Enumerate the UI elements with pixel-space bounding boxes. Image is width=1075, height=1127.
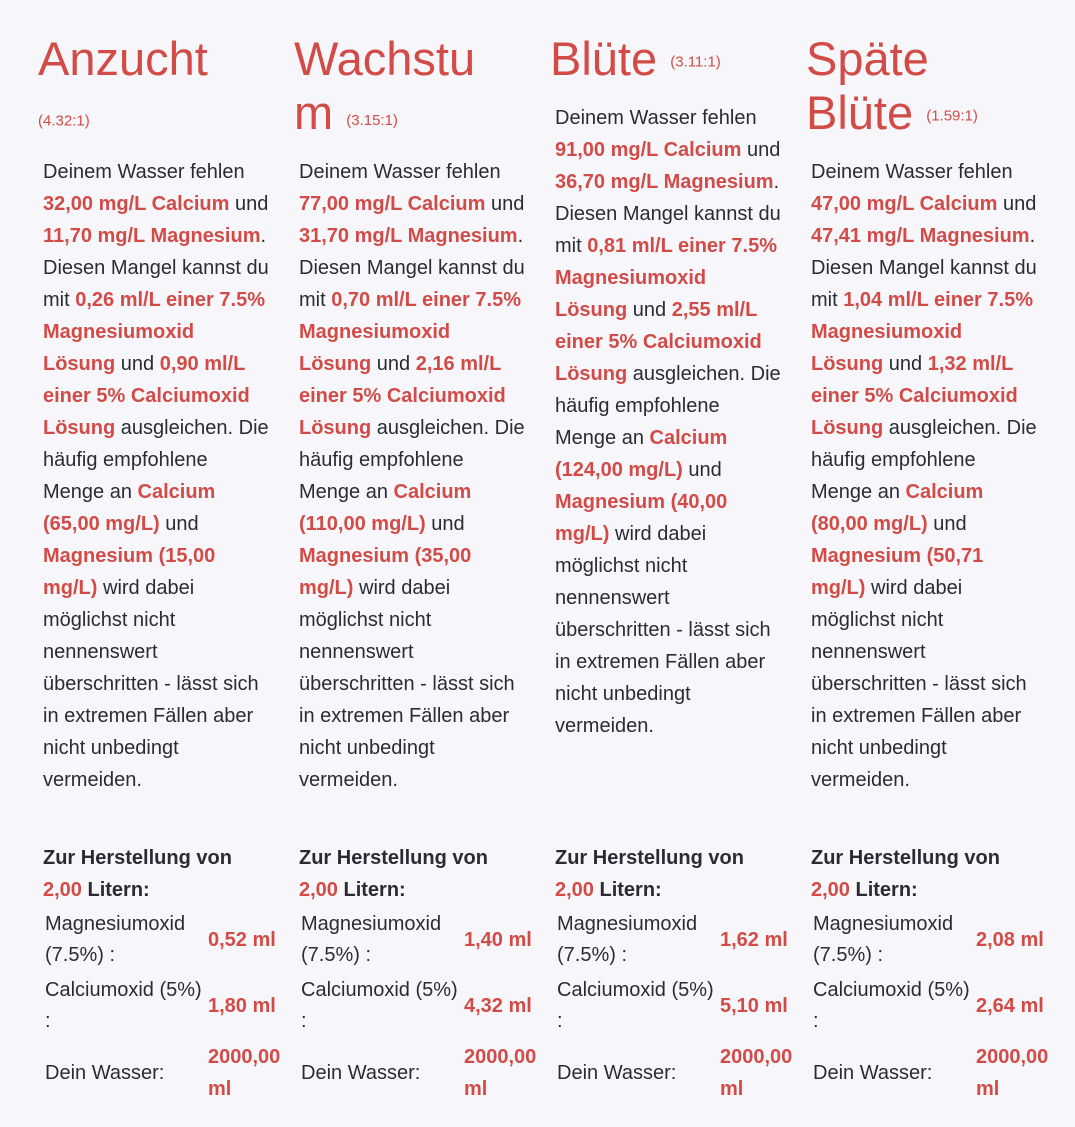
dose-magnesium: 0,26 ml/L einer 7.5% Magnesiumoxid Lösung [43,289,265,375]
ratio-text: (1.59:1) [926,107,978,125]
desc-and: und [376,353,411,375]
desc-balance: ausgleichen. [888,417,1002,439]
desc-recommended: Die häufig empfohlene Menge an [299,417,525,503]
desc-not-exceeded: wird dabei möglichst nicht nennenswert überschritten - lässt sich in extremen Fällen aber nicht unbedingt vermeiden. [299,577,515,791]
prod-head-a: Zur Herstellung von [555,847,744,869]
desc-balance: ausgleichen. [376,417,490,439]
value-magnesiumoxid: 0,52 ml [208,929,276,951]
phase-title [38,32,278,86]
desc-and: und [632,299,667,321]
desc-not-exceeded: wird dabei möglichst nicht nennenswert überschritten - lässt sich in extremen Fällen aber nicht unbedingt vermeiden. [43,577,259,791]
desc-and: und [888,353,923,375]
desc-and: und [746,139,781,161]
desc-can-fix: Diesen Mangel kannst du mit [299,257,525,311]
label-water: Dein Wasser: [557,1062,677,1084]
missing-magnesium: 36,70 mg/L Magnesium [555,171,774,193]
phase-title [806,32,1036,144]
label-water: Dein Wasser: [813,1062,933,1084]
desc-lacks: Deinem Wasser fehlen [811,161,1013,183]
value-calciumoxid: 1,80 ml [208,995,276,1017]
liters-value: 2,00 [299,879,338,901]
label-magnesiumoxid: Magnesiumoxid (7.5%) : [557,913,698,966]
ratio-text: (3.11:1) [670,53,721,71]
label-calciumoxid: Calciumoxid (5%) : [813,979,970,1032]
recommended-magnesium: Magnesium (15,00 mg/L) [43,545,216,599]
dose-calcium: 2,55 ml/L einer 5% Calciumoxid Lösung [555,299,762,385]
missing-magnesium: 47,41 mg/L Magnesium [811,225,1030,247]
phase-title [294,32,489,152]
missing-calcium: 77,00 mg/L Calcium [299,193,486,215]
dose-magnesium: 1,04 ml/L einer 7.5% Magnesiumoxid Lösung [811,289,1033,375]
dose-calcium: 2,16 ml/L einer 5% Calciumoxid Lösung [299,353,506,439]
value-calciumoxid: 5,10 ml [720,995,788,1017]
production-header [43,842,293,906]
desc-balance: ausgleichen. [120,417,234,439]
recommended-calcium: Calcium (110,00 mg/L) [299,481,472,535]
value-water: 2000,00 ml [464,1046,537,1100]
desc-balance: ausgleichen. [632,363,746,385]
prod-head-b: Litern: [599,879,662,901]
missing-calcium: 32,00 mg/L Calcium [43,193,230,215]
value-water: 2000,00 ml [976,1046,1049,1100]
liters-value: 2,00 [811,879,850,901]
value-water: 2000,00 ml [208,1046,281,1100]
recommended-magnesium: Magnesium (50,71 mg/L) [811,545,984,599]
desc-and: und [234,193,269,215]
desc-can-fix: Diesen Mangel kannst du mit [43,257,269,311]
value-calciumoxid: 2,64 ml [976,995,1044,1017]
dose-magnesium: 0,70 ml/L einer 7.5% Magnesiumoxid Lösung [299,289,521,375]
ratio-text: (3.15:1) [346,112,398,129]
phase-title-text: Späte Blüte [806,32,929,139]
label-water: Dein Wasser: [301,1062,421,1084]
label-magnesiumoxid: Magnesiumoxid (7.5%) : [813,913,954,966]
value-water: 2000,00 ml [720,1046,793,1100]
desc-can-fix: Diesen Mangel kannst du mit [811,257,1037,311]
desc-and: und [688,459,722,481]
phase-title-text: Wachstum [294,32,476,139]
desc-recommended: Die häufig empfohlene Menge an [43,417,269,503]
label-water: Dein Wasser: [45,1062,165,1084]
recommended-calcium: Calcium (124,00 mg/L) [555,427,728,481]
desc-and: und [431,513,465,535]
desc-lacks: Deinem Wasser fehlen [43,161,245,183]
phase-title-text: Blüte [550,32,658,85]
desc-and: und [933,513,967,535]
desc-and: und [120,353,155,375]
missing-calcium: 47,00 mg/L Calcium [811,193,998,215]
phase-ratio [38,112,90,130]
prod-head-b: Litern: [87,879,150,901]
desc-can-fix: Diesen Mangel kannst du mit [555,203,781,257]
prod-head-a: Zur Herstellung von [299,847,488,869]
liters-value: 2,00 [43,879,82,901]
label-calciumoxid: Calciumoxid (5%) : [45,979,202,1032]
label-magnesiumoxid: Magnesiumoxid (7.5%) : [301,913,442,966]
desc-and: und [1002,193,1037,215]
desc-recommended: Die häufig empfohlene Menge an [811,417,1037,503]
prod-head-a: Zur Herstellung von [811,847,1000,869]
value-magnesiumoxid: 1,40 ml [464,929,532,951]
ratio-text: (4.32:1) [38,112,90,130]
desc-lacks: Deinem Wasser fehlen [555,107,757,129]
prod-head-b: Litern: [343,879,406,901]
recommended-magnesium: Magnesium (35,00 mg/L) [299,545,472,599]
recommended-calcium: Calcium (80,00 mg/L) [811,481,984,535]
phase-description: Deinem Wasser fehlen 91,00 mg/L Calcium und 36,70 mg/L Magnesium. Diesen Mangel kannst du mit 0,81 ml/L einer 7.5% Magnesiumoxid Lösung und 2,55 ml/L einer 5% Calciumoxid Lösung ausgleichen. Die häufig empfohlene Menge an Calcium (124,00 mg/L) und Magnesium (40,00 mg/L) wird dabei möglichst nicht nennenswert überschritten - lässt sich in extremen Fällen aber nicht unbedingt vermeiden. [555,107,781,737]
dose-calcium: 1,32 ml/L einer 5% Calciumoxid Lösung [811,353,1018,439]
desc-and: und [165,513,199,535]
liters-value: 2,00 [555,879,594,901]
prod-head-b: Litern: [855,879,918,901]
production-header [555,842,805,906]
value-magnesiumoxid: 2,08 ml [976,929,1044,951]
missing-calcium: 91,00 mg/L Calcium [555,139,742,161]
value-calciumoxid: 4,32 ml [464,995,532,1017]
recommended-calcium: Calcium (65,00 mg/L) [43,481,216,535]
label-magnesiumoxid: Magnesiumoxid (7.5%) : [45,913,186,966]
missing-magnesium: 31,70 mg/L Magnesium [299,225,518,247]
prod-head-a: Zur Herstellung von [43,847,232,869]
recommended-magnesium: Magnesium (40,00 mg/L) [555,491,728,545]
phase-description: Deinem Wasser fehlen 47,00 mg/L Calcium und 47,41 mg/L Magnesium. Diesen Mangel kannst du mit 1,04 ml/L einer 7.5% Magnesiumoxid Lösung und 1,32 ml/L einer 5% Calciumoxid Lösung ausgleichen. Die häufig empfohlene Menge an Calcium (80,00 mg/L) und Magnesium (50,71 mg/L) wird dabei möglichst nicht nennenswert überschritten - lässt sich in extremen Fällen aber nicht unbedingt vermeiden. [811,161,1037,791]
phase-title [550,32,790,90]
desc-not-exceeded: wird dabei möglichst nicht nennenswert überschritten - lässt sich in extremen Fällen aber nicht unbedingt vermeiden. [811,577,1027,791]
desc-lacks: Deinem Wasser fehlen [299,161,501,183]
desc-recommended: Die häufig empfohlene Menge an [555,363,781,449]
production-header [299,842,549,906]
phase-description: Deinem Wasser fehlen 77,00 mg/L Calcium und 31,70 mg/L Magnesium. Diesen Mangel kannst du mit 0,70 ml/L einer 7.5% Magnesiumoxid Lösung und 2,16 ml/L einer 5% Calciumoxid Lösung ausgleichen. Die häufig empfohlene Menge an Calcium (110,00 mg/L) und Magnesium (35,00 mg/L) wird dabei möglichst nicht nennenswert überschritten - lässt sich in extremen Fällen aber nicht unbedingt vermeiden. [299,161,525,791]
label-calciumoxid: Calciumoxid (5%) : [301,979,458,1032]
missing-magnesium: 11,70 mg/L Magnesium [43,225,261,247]
production-header [811,842,1061,906]
value-magnesiumoxid: 1,62 ml [720,929,788,951]
phase-title-text: Anzucht [38,32,208,85]
dose-calcium: 0,90 ml/L einer 5% Calciumoxid Lösung [43,353,250,439]
phase-description: Deinem Wasser fehlen 32,00 mg/L Calcium und 11,70 mg/L Magnesium. Diesen Mangel kannst du mit 0,26 ml/L einer 7.5% Magnesiumoxid Lösung und 0,90 ml/L einer 5% Calciumoxid Lösung ausgleichen. Die häufig empfohlene Menge an Calcium (65,00 mg/L) und Magnesium (15,00 mg/L) wird dabei möglichst nicht nennenswert überschritten - lässt sich in extremen Fällen aber nicht unbedingt vermeiden. [43,161,269,791]
desc-not-exceeded: wird dabei möglichst nicht nennenswert überschritten - lässt sich in extremen Fällen aber nicht unbedingt vermeiden. [555,523,771,737]
dose-magnesium: 0,81 ml/L einer 7.5% Magnesiumoxid Lösung [555,235,777,321]
desc-and: und [490,193,525,215]
label-calciumoxid: Calciumoxid (5%) : [557,979,714,1032]
